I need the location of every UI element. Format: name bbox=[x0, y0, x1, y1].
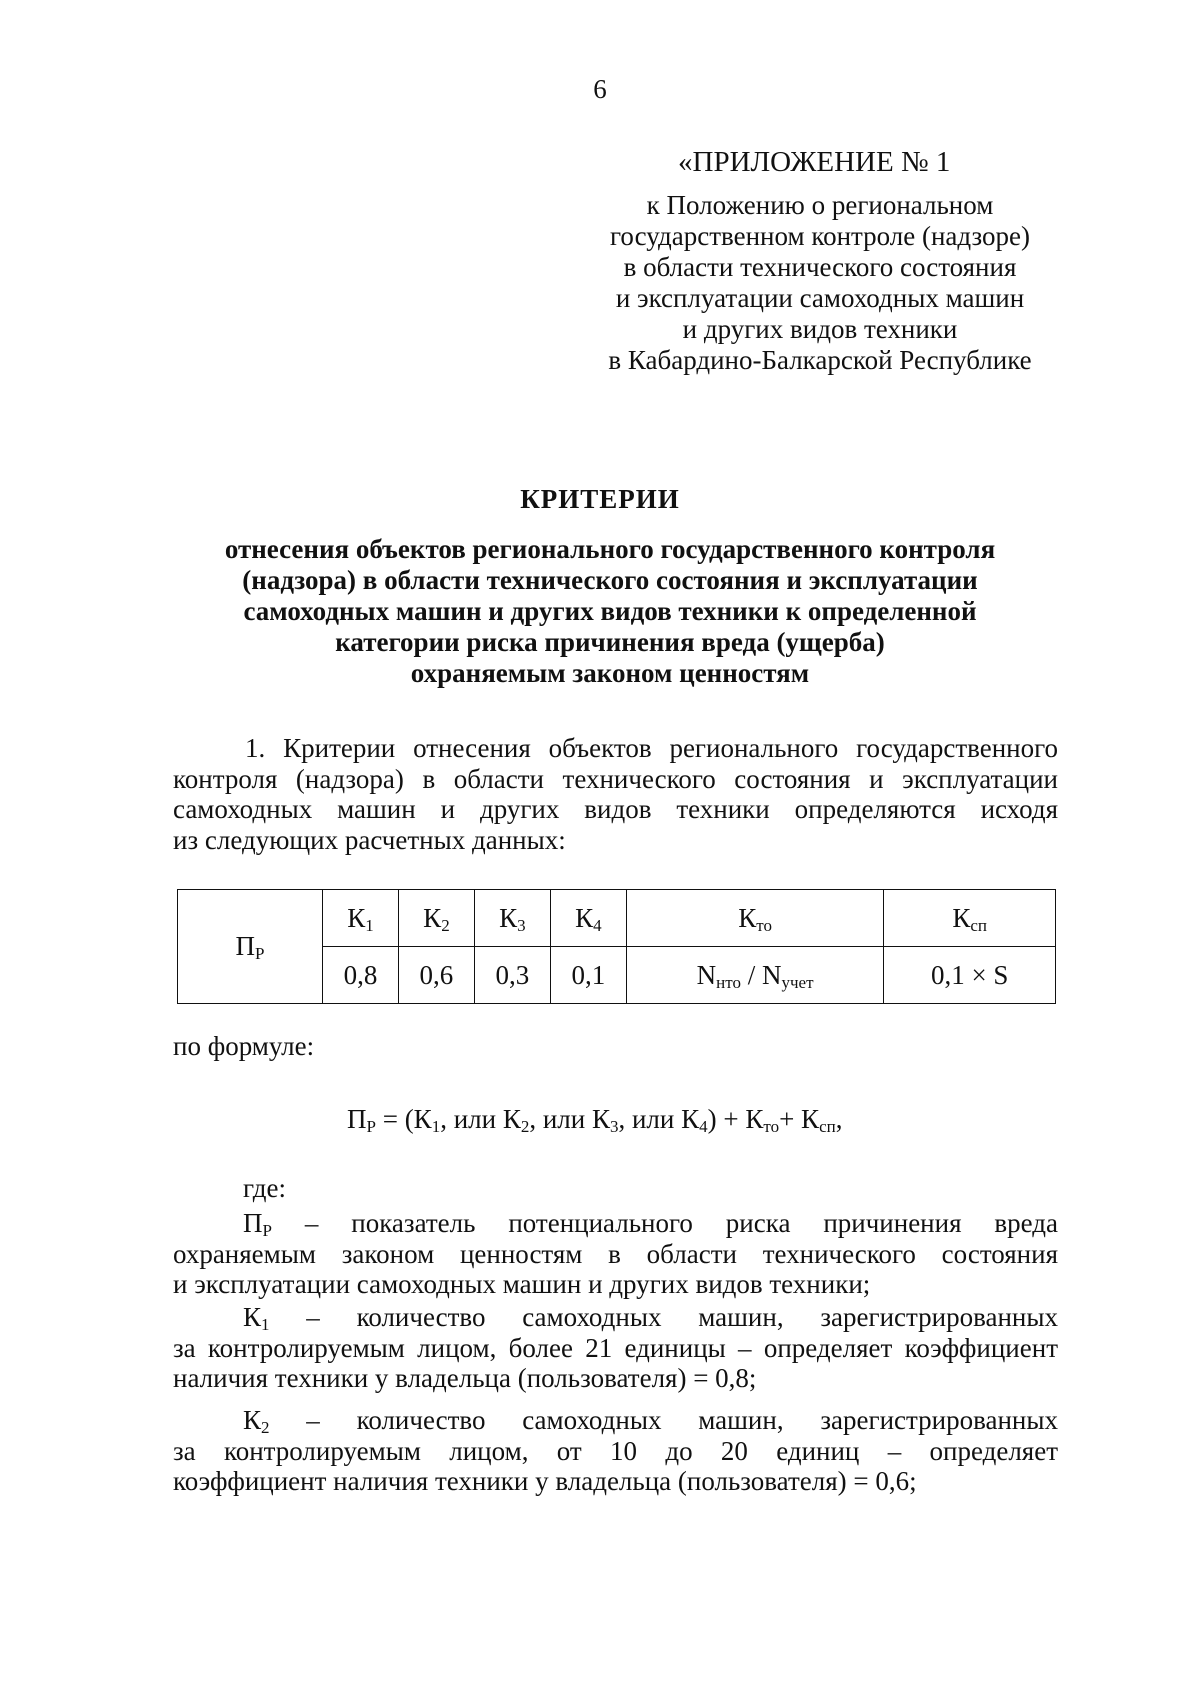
definition-line: охраняемым законом ценностям в области технического состояния bbox=[173, 1238, 1058, 1269]
by-formula-label: по формуле: bbox=[173, 1031, 315, 1061]
subtitle-line: категории риска причинения вреда (ущерба) bbox=[335, 627, 885, 657]
definition-line: $П_Р$ – показатель потенциального риска причинения вреда bbox=[243, 1208, 1058, 1240]
definition-pr bbox=[173, 1208, 1058, 1300]
criteria-title: КРИТЕРИИ bbox=[520, 484, 680, 514]
table-row bbox=[178, 890, 1056, 947]
annex-line: в Кабардино-Балкарской Республике bbox=[608, 345, 1032, 375]
coefficient-table bbox=[177, 889, 1056, 1004]
table-header-k3: $К_3$ bbox=[474, 890, 550, 947]
where-label: где: bbox=[243, 1173, 286, 1203]
subtitle-line: самоходных машин и других видов техники к определенной bbox=[243, 596, 977, 626]
table-header-ksp: $К_{сп}$ bbox=[884, 890, 1056, 947]
annex-line: в области технического состояния bbox=[623, 252, 1017, 282]
table-header-k1: $К_1$ bbox=[323, 890, 399, 947]
table-cell-k4: 0,1 bbox=[550, 947, 626, 1004]
page-number: 6 bbox=[593, 74, 607, 104]
table-header-k4: $К_4$ bbox=[550, 890, 626, 947]
definition-line: и эксплуатации самоходных машин и других видов техники; bbox=[173, 1269, 871, 1299]
annex-reference bbox=[560, 190, 1080, 376]
table-cell-k3: 0,3 bbox=[474, 947, 550, 1004]
definition-k1 bbox=[173, 1302, 1058, 1394]
paragraph-line: контроля (надзора) в области технического состояния и эксплуатации bbox=[173, 763, 1058, 794]
table-header-kto: $К_{то}$ bbox=[626, 890, 884, 947]
table-cell-k1: 0,8 bbox=[323, 947, 399, 1004]
risk-formula: $П_Р = (К_1$, или $К_2$, или $К_3$, или $К_4) + К_{то}+ К_{сп}$, bbox=[347, 1104, 843, 1136]
table-header-k2: $К_2$ bbox=[398, 890, 474, 947]
table-cell-k2: 0,6 bbox=[398, 947, 474, 1004]
definition-line: $К_1$ – количество самоходных машин, зарегистрированных bbox=[243, 1302, 1058, 1334]
definition-line: за контролируемым лицом, более 21 единицы – определяет коэффициент bbox=[173, 1332, 1058, 1363]
subtitle-line: (надзора) в области технического состояния и эксплуатации bbox=[242, 565, 978, 595]
paragraph-line: 1. Критерии отнесения объектов регионального государственного bbox=[245, 733, 1058, 763]
annex-line: и других видов техники bbox=[682, 314, 958, 344]
paragraph-1 bbox=[173, 733, 1058, 855]
paragraph-line: из следующих расчетных данных: bbox=[173, 824, 566, 855]
annex-title: «ПРИЛОЖЕНИЕ № 1 bbox=[678, 146, 951, 178]
subtitle-line: отнесения объектов регионального государственного контроля bbox=[224, 534, 996, 564]
subtitle-line: охраняемым законом ценностям bbox=[410, 658, 810, 688]
annex-line: и эксплуатации самоходных машин bbox=[615, 283, 1025, 313]
table-cell-ksp: 0,1 × S bbox=[884, 947, 1056, 1004]
criteria-subtitle bbox=[160, 534, 1060, 689]
definition-line: наличия техники у владельца (пользователя) = 0,8; bbox=[173, 1363, 757, 1393]
paragraph-line: самоходных машин и других видов техники определяются исходя bbox=[173, 794, 1058, 824]
definition-line: коэффициент наличия техники у владельца (пользователя) = 0,6; bbox=[173, 1466, 917, 1496]
definition-line: за контролируемым лицом, от 10 до 20 единиц – определяет bbox=[173, 1435, 1058, 1466]
table-row-label: $П_Р$ bbox=[178, 890, 323, 1004]
definition-line: $К_2$ – количество самоходных машин, зарегистрированных bbox=[243, 1405, 1058, 1437]
table-cell-kto: $N_{нто} / N_{учет}$ bbox=[626, 947, 884, 1004]
annex-line: к Положению о региональном bbox=[646, 190, 994, 220]
annex-line: государственном контроле (надзоре) bbox=[610, 221, 1030, 251]
definition-k2 bbox=[173, 1405, 1058, 1497]
